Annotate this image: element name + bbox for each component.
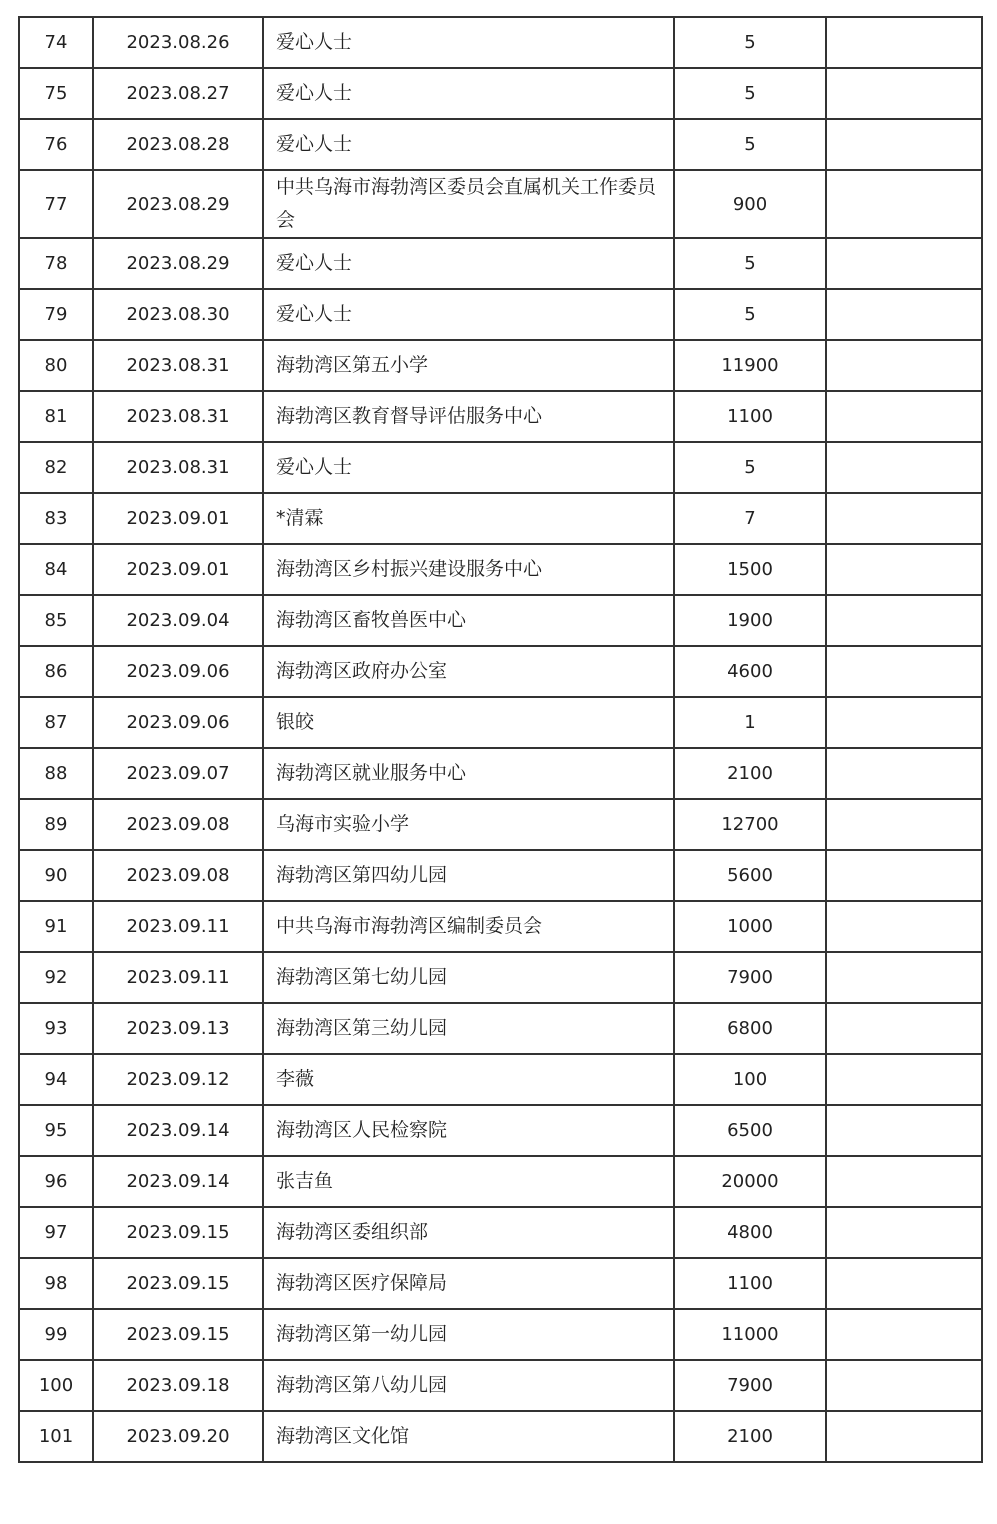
row-date: 2023.09.01 — [93, 544, 263, 595]
row-number: 89 — [19, 799, 93, 850]
row-note — [826, 1411, 982, 1462]
row-number: 77 — [19, 170, 93, 238]
table-row — [19, 697, 982, 748]
row-number: 90 — [19, 850, 93, 901]
row-note — [826, 799, 982, 850]
row-amount: 1500 — [674, 544, 826, 595]
table-row — [19, 901, 982, 952]
row-amount: 4800 — [674, 1207, 826, 1258]
row-donor: 海勃湾区政府办公室 — [263, 646, 674, 697]
table-row — [19, 1105, 982, 1156]
row-date: 2023.09.11 — [93, 952, 263, 1003]
row-amount: 7900 — [674, 952, 826, 1003]
row-note — [826, 1054, 982, 1105]
table-row — [19, 1309, 982, 1360]
row-number: 81 — [19, 391, 93, 442]
row-amount: 2100 — [674, 748, 826, 799]
row-date: 2023.08.30 — [93, 289, 263, 340]
row-donor: 海勃湾区第八幼儿园 — [263, 1360, 674, 1411]
row-date: 2023.09.15 — [93, 1258, 263, 1309]
donation-table — [18, 16, 983, 1463]
table-row — [19, 1207, 982, 1258]
row-note — [826, 1207, 982, 1258]
row-number: 78 — [19, 238, 93, 289]
row-note — [826, 1360, 982, 1411]
row-number: 93 — [19, 1003, 93, 1054]
row-note — [826, 289, 982, 340]
row-donor: 爱心人士 — [263, 17, 674, 68]
row-number: 80 — [19, 340, 93, 391]
row-amount: 5 — [674, 442, 826, 493]
row-donor: 爱心人士 — [263, 68, 674, 119]
row-date: 2023.09.15 — [93, 1207, 263, 1258]
row-note — [826, 697, 982, 748]
table-row — [19, 391, 982, 442]
row-note — [826, 850, 982, 901]
table-row — [19, 850, 982, 901]
row-amount: 1000 — [674, 901, 826, 952]
row-date: 2023.09.07 — [93, 748, 263, 799]
row-number: 94 — [19, 1054, 93, 1105]
row-amount: 1 — [674, 697, 826, 748]
row-date: 2023.09.04 — [93, 595, 263, 646]
row-note — [826, 17, 982, 68]
row-donor: 中共乌海市海勃湾区编制委员会 — [263, 901, 674, 952]
row-amount: 5 — [674, 119, 826, 170]
table-row — [19, 544, 982, 595]
row-amount: 1100 — [674, 391, 826, 442]
table-row — [19, 17, 982, 68]
row-donor: 海勃湾区教育督导评估服务中心 — [263, 391, 674, 442]
row-number: 74 — [19, 17, 93, 68]
row-number: 79 — [19, 289, 93, 340]
row-number: 76 — [19, 119, 93, 170]
table-row — [19, 1156, 982, 1207]
row-amount: 5 — [674, 17, 826, 68]
row-amount: 1900 — [674, 595, 826, 646]
row-number: 91 — [19, 901, 93, 952]
row-number: 88 — [19, 748, 93, 799]
table-row — [19, 748, 982, 799]
row-amount: 7900 — [674, 1360, 826, 1411]
row-donor: 海勃湾区委组织部 — [263, 1207, 674, 1258]
row-donor: 海勃湾区第三幼儿园 — [263, 1003, 674, 1054]
row-note — [826, 1309, 982, 1360]
table-row — [19, 1003, 982, 1054]
table-row — [19, 119, 982, 170]
table-row — [19, 68, 982, 119]
row-number: 98 — [19, 1258, 93, 1309]
row-number: 101 — [19, 1411, 93, 1462]
table-row — [19, 340, 982, 391]
row-number: 84 — [19, 544, 93, 595]
row-donor: 爱心人士 — [263, 238, 674, 289]
row-note — [826, 952, 982, 1003]
row-note — [826, 1156, 982, 1207]
row-number: 83 — [19, 493, 93, 544]
row-donor: 乌海市实验小学 — [263, 799, 674, 850]
row-donor: 海勃湾区文化馆 — [263, 1411, 674, 1462]
table-row — [19, 646, 982, 697]
row-note — [826, 544, 982, 595]
row-date: 2023.09.15 — [93, 1309, 263, 1360]
row-amount: 5600 — [674, 850, 826, 901]
row-date: 2023.08.28 — [93, 119, 263, 170]
table-row — [19, 1360, 982, 1411]
row-donor: 中共乌海市海勃湾区委员会直属机关工作委员会 — [263, 170, 674, 238]
row-amount: 4600 — [674, 646, 826, 697]
row-donor: 海勃湾区第七幼儿园 — [263, 952, 674, 1003]
row-note — [826, 901, 982, 952]
row-note — [826, 119, 982, 170]
row-number: 96 — [19, 1156, 93, 1207]
row-note — [826, 68, 982, 119]
row-amount: 6500 — [674, 1105, 826, 1156]
table-row — [19, 238, 982, 289]
table-row — [19, 595, 982, 646]
row-date: 2023.09.14 — [93, 1156, 263, 1207]
row-date: 2023.09.14 — [93, 1105, 263, 1156]
row-date: 2023.08.29 — [93, 170, 263, 238]
table-row — [19, 799, 982, 850]
row-amount: 11900 — [674, 340, 826, 391]
row-date: 2023.08.31 — [93, 340, 263, 391]
table-row — [19, 493, 982, 544]
row-donor: 海勃湾区就业服务中心 — [263, 748, 674, 799]
row-date: 2023.09.18 — [93, 1360, 263, 1411]
row-donor: 海勃湾区畜牧兽医中心 — [263, 595, 674, 646]
row-donor: 银皎 — [263, 697, 674, 748]
row-date: 2023.08.31 — [93, 391, 263, 442]
row-date: 2023.09.08 — [93, 850, 263, 901]
row-amount: 5 — [674, 238, 826, 289]
row-amount: 20000 — [674, 1156, 826, 1207]
row-note — [826, 1003, 982, 1054]
row-date: 2023.09.08 — [93, 799, 263, 850]
row-donor: 爱心人士 — [263, 119, 674, 170]
row-date: 2023.09.13 — [93, 1003, 263, 1054]
table-row — [19, 1411, 982, 1462]
row-amount: 7 — [674, 493, 826, 544]
row-donor: 海勃湾区医疗保障局 — [263, 1258, 674, 1309]
row-number: 100 — [19, 1360, 93, 1411]
row-note — [826, 646, 982, 697]
row-donor: 爱心人士 — [263, 442, 674, 493]
row-donor: 海勃湾区第四幼儿园 — [263, 850, 674, 901]
row-note — [826, 442, 982, 493]
row-amount: 900 — [674, 170, 826, 238]
row-donor: 李薇 — [263, 1054, 674, 1105]
row-number: 85 — [19, 595, 93, 646]
table-row — [19, 952, 982, 1003]
table-row — [19, 1054, 982, 1105]
row-amount: 100 — [674, 1054, 826, 1105]
row-donor: *清霖 — [263, 493, 674, 544]
row-date: 2023.09.01 — [93, 493, 263, 544]
row-number: 97 — [19, 1207, 93, 1258]
row-amount: 12700 — [674, 799, 826, 850]
row-donor: 海勃湾区人民检察院 — [263, 1105, 674, 1156]
row-note — [826, 238, 982, 289]
row-amount: 2100 — [674, 1411, 826, 1462]
row-date: 2023.09.06 — [93, 646, 263, 697]
row-note — [826, 170, 982, 238]
row-number: 92 — [19, 952, 93, 1003]
table-row — [19, 442, 982, 493]
row-donor: 海勃湾区第一幼儿园 — [263, 1309, 674, 1360]
row-number: 86 — [19, 646, 93, 697]
row-note — [826, 391, 982, 442]
row-date: 2023.08.29 — [93, 238, 263, 289]
table-row — [19, 289, 982, 340]
row-note — [826, 748, 982, 799]
table-row — [19, 170, 982, 238]
table-row — [19, 1258, 982, 1309]
row-note — [826, 1258, 982, 1309]
row-number: 95 — [19, 1105, 93, 1156]
row-date: 2023.09.12 — [93, 1054, 263, 1105]
row-donor: 海勃湾区乡村振兴建设服务中心 — [263, 544, 674, 595]
row-date: 2023.08.27 — [93, 68, 263, 119]
row-note — [826, 595, 982, 646]
row-number: 82 — [19, 442, 93, 493]
row-note — [826, 340, 982, 391]
row-date: 2023.09.20 — [93, 1411, 263, 1462]
row-amount: 6800 — [674, 1003, 826, 1054]
row-donor: 海勃湾区第五小学 — [263, 340, 674, 391]
row-amount: 1100 — [674, 1258, 826, 1309]
row-date: 2023.09.11 — [93, 901, 263, 952]
row-amount: 5 — [674, 289, 826, 340]
row-donor: 爱心人士 — [263, 289, 674, 340]
row-note — [826, 493, 982, 544]
row-number: 99 — [19, 1309, 93, 1360]
row-amount: 5 — [674, 68, 826, 119]
row-number: 87 — [19, 697, 93, 748]
row-donor: 张吉鱼 — [263, 1156, 674, 1207]
row-amount: 11000 — [674, 1309, 826, 1360]
row-date: 2023.08.26 — [93, 17, 263, 68]
row-date: 2023.08.31 — [93, 442, 263, 493]
row-note — [826, 1105, 982, 1156]
row-number: 75 — [19, 68, 93, 119]
row-date: 2023.09.06 — [93, 697, 263, 748]
